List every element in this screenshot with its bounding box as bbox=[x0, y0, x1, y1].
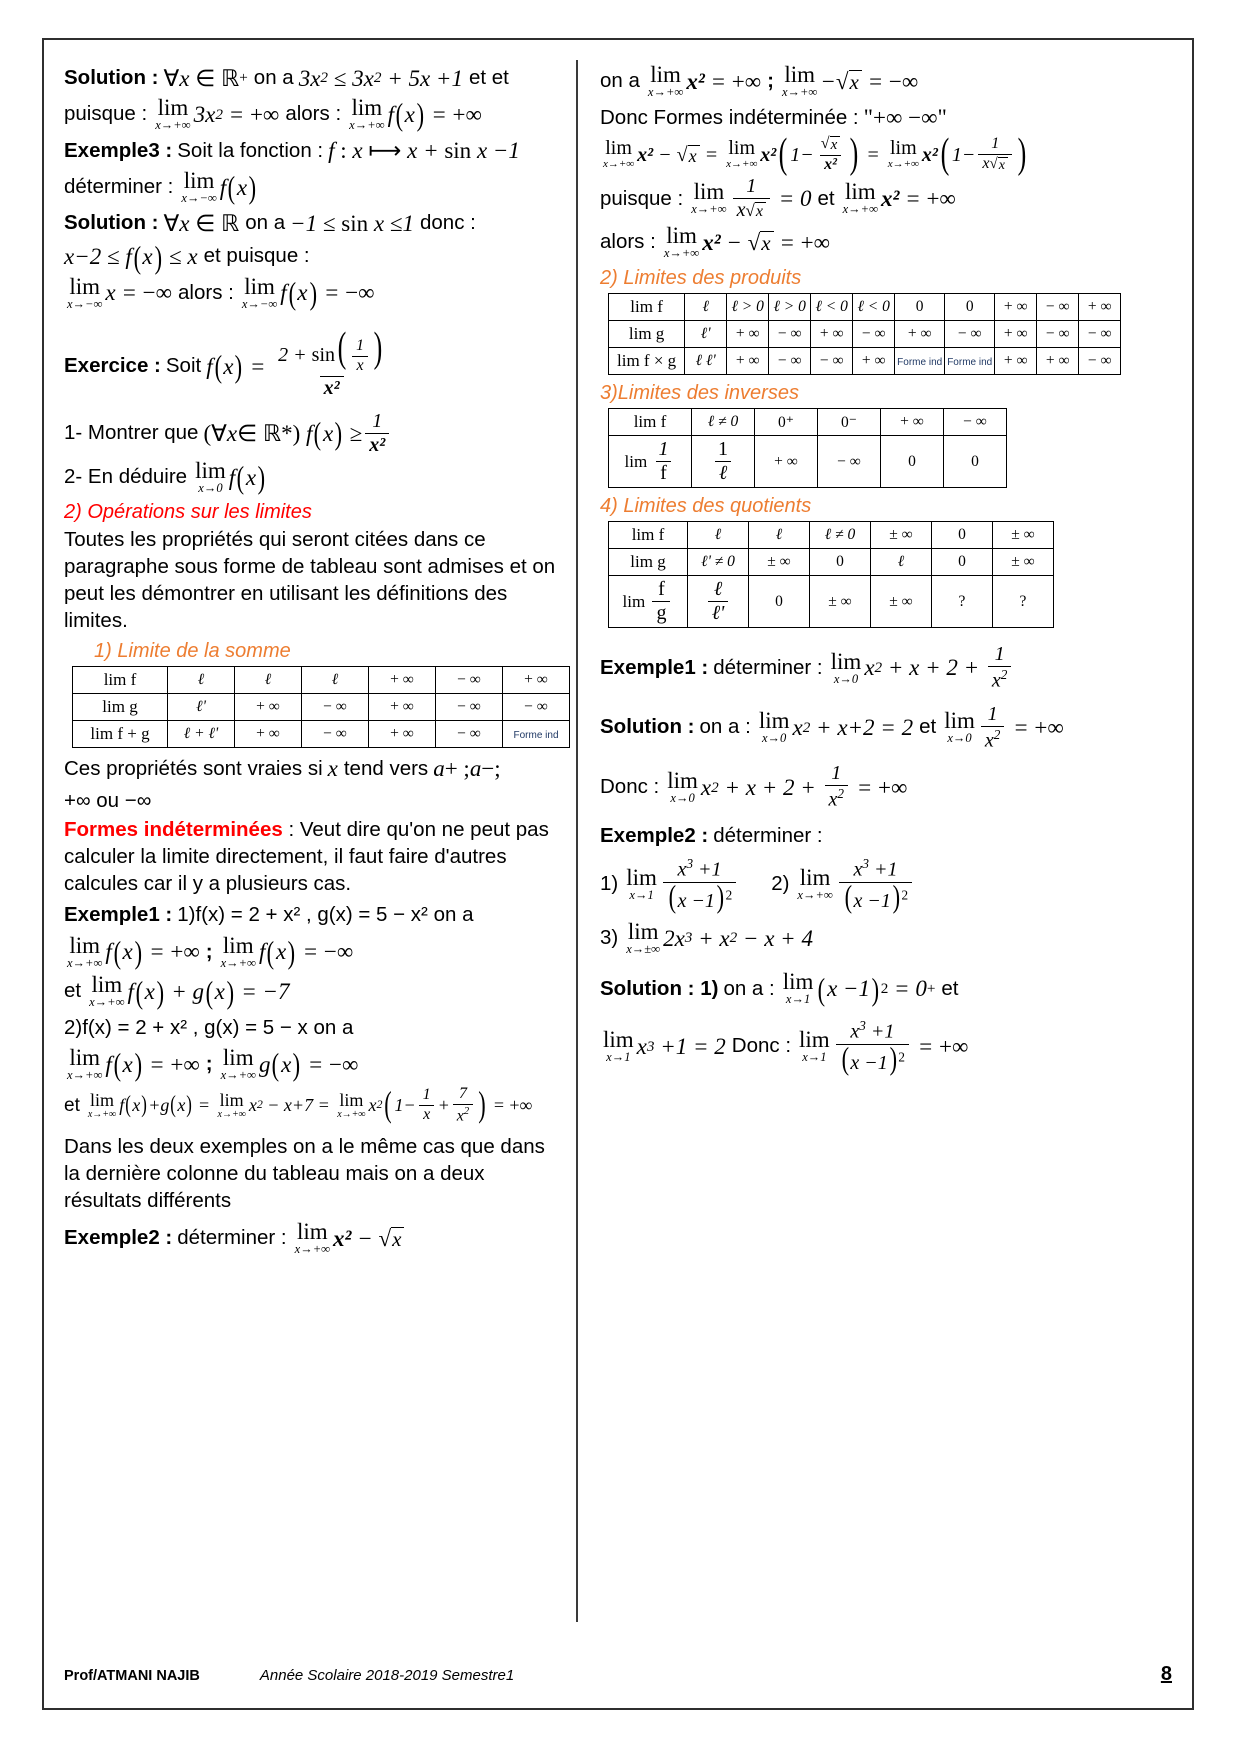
cell: + ∞ bbox=[755, 436, 818, 488]
lim-operator: lim x→−∞ bbox=[67, 273, 103, 311]
alors-label-right: alors : bbox=[600, 230, 656, 254]
cell: ℓ bbox=[685, 294, 727, 321]
q1-label-right: 1) bbox=[600, 872, 619, 896]
cell: − ∞ bbox=[944, 409, 1007, 436]
question-2-line bbox=[64, 459, 562, 496]
cell: ± ∞ bbox=[993, 549, 1054, 576]
cell: ℓ bbox=[688, 522, 749, 549]
ex1-sum-line bbox=[64, 973, 562, 1010]
formula-lim-x-minusinf: lim x→−∞ x = −∞ bbox=[67, 273, 173, 311]
puisque-label: puisque : bbox=[64, 102, 148, 126]
lim-operator: lim x→+∞ bbox=[337, 1089, 366, 1120]
cell: + ∞ bbox=[853, 348, 895, 375]
et-et-text: et et bbox=[468, 65, 509, 89]
lim-operator: lim x→+∞ bbox=[726, 137, 758, 171]
cell: − ∞ bbox=[1079, 348, 1121, 375]
formula-long-factorisation: lim x→+∞ f ( x ) +g ( x ) = lim x→+∞ x 2 − x+7 = lim x→+∞ x 2 ( 1− $\frac{1}{x}$ + $\frac{7}{x^2}$ ) = +∞ bbox=[87, 1084, 533, 1125]
solution2-label-right: Solution : 1) bbox=[600, 976, 719, 1000]
sqrt-icon: √ x bbox=[836, 70, 862, 93]
conclusion-paragraph: Dans les deux exemples on a le même cas que dans la dernière colonne du tableau mais on a deux résultats différents bbox=[64, 1134, 545, 1212]
formula-lim-f-eq-minusinf: lim x→−∞ f ( x ) = −∞ bbox=[241, 273, 375, 311]
cell: + ∞ bbox=[995, 348, 1037, 375]
lim-operator: lim x→1 bbox=[782, 969, 814, 1007]
lim-operator: lim x→+∞ bbox=[797, 864, 833, 902]
exemple1-label: Exemple1 : bbox=[64, 903, 173, 927]
et-label-right: et bbox=[817, 186, 835, 210]
cell: ℓ' bbox=[685, 321, 727, 348]
formula-lim-3x2: lim x→+∞ 3x 2 = +∞ bbox=[155, 95, 280, 132]
lim-operator: lim x→0 bbox=[195, 457, 226, 495]
exemple1-label-right: Exemple1 : bbox=[600, 655, 709, 679]
lim-operator: lim x→0 bbox=[830, 648, 862, 686]
formula-lim-x2-plusinf: lim x→+∞ x² = +∞ bbox=[647, 62, 762, 99]
cell: − ∞ bbox=[945, 321, 995, 348]
table-body bbox=[609, 409, 1007, 488]
operations-paragraph: Toutes les propriétés qui seront citées dans ce paragraphe sous forme de tableau sont admises et on peut les démontrer en utilisant les définitions des limites. bbox=[64, 527, 556, 632]
lim-operator: lim x→+∞ bbox=[663, 223, 700, 261]
cell: + ∞ bbox=[727, 321, 769, 348]
lim-operator: lim x→+∞ bbox=[87, 1089, 117, 1120]
subsection-somme-title: 1) Limite de la somme bbox=[94, 639, 291, 662]
lim-operator: lim x→−∞ bbox=[181, 167, 217, 205]
table-limites-produits bbox=[608, 293, 1121, 375]
section-inverses-title: 3)Limites des inverses bbox=[600, 382, 799, 405]
table-limites-quotients bbox=[608, 521, 1054, 628]
cell: + ∞ bbox=[727, 348, 769, 375]
page-footer bbox=[64, 1663, 1172, 1686]
lim-operator: lim x→+∞ bbox=[647, 62, 684, 99]
ona-text-2: on a bbox=[245, 211, 286, 235]
solution-label-right: Solution : bbox=[600, 715, 695, 739]
table-row bbox=[609, 436, 1007, 488]
cell: 0 bbox=[810, 549, 871, 576]
ona-text-1: on a bbox=[253, 65, 294, 89]
formula-q2-right bbox=[794, 857, 915, 912]
cell: ± ∞ bbox=[993, 522, 1054, 549]
row-header: lim f × g bbox=[609, 348, 685, 375]
cell: + ∞ bbox=[881, 409, 944, 436]
cell: ℓ bbox=[235, 666, 302, 693]
ona-label-right-2: on a : bbox=[723, 976, 775, 1000]
formes-indeterminees-label: Formes indéterminées bbox=[64, 818, 283, 842]
lim-operator: lim x→+∞ bbox=[349, 95, 385, 132]
et-label-2: et bbox=[64, 1094, 80, 1116]
donc-formes-text: Donc Formes indéterminée : bbox=[600, 105, 859, 129]
cell: − ∞ bbox=[1079, 321, 1121, 348]
cell: ± ∞ bbox=[871, 576, 932, 628]
cell: ℓ' ≠ 0 bbox=[688, 549, 749, 576]
formula-lim-f-plusinf: lim x→+∞ f ( x ) = +∞ bbox=[349, 95, 482, 133]
table-body bbox=[609, 294, 1121, 375]
cell: + ∞ bbox=[235, 693, 302, 720]
right-solution1-line bbox=[600, 704, 1160, 752]
row-header: lim f bbox=[609, 522, 688, 549]
exemple3-text: Soit la fonction : bbox=[177, 138, 324, 162]
right-exemple2-line bbox=[600, 821, 1160, 851]
formula-lim-x2-plusinf-2: lim x→+∞ x² = +∞ bbox=[842, 179, 956, 217]
lim-operator: lim x→+∞ bbox=[603, 137, 635, 171]
formula-lim-g-minusinf: lim x→+∞ g ( x ) = −∞ bbox=[220, 1045, 359, 1083]
proprietes-text-d: +∞ ou −∞ bbox=[64, 788, 152, 812]
cell: ℓ < 0 bbox=[811, 294, 853, 321]
lim-operator: lim x→1 bbox=[626, 864, 657, 902]
cell: ℓ < 0 bbox=[853, 294, 895, 321]
cell: ? bbox=[932, 576, 993, 628]
section-produits-title: 2) Limites des produits bbox=[600, 267, 802, 290]
fraction: $\frac{\text{ℓ}}{\text{ℓ'}}$ bbox=[708, 579, 729, 624]
formula-lim-x2-x-2-eq-2: lim x→0 x 2 + x+2 = 2 bbox=[758, 708, 914, 746]
variable-x: x bbox=[327, 756, 338, 782]
et-label-right-2: et bbox=[919, 715, 937, 739]
cell: − ∞ bbox=[818, 436, 881, 488]
table-body bbox=[73, 666, 570, 747]
table-row bbox=[609, 522, 1054, 549]
cell-quotient-ell bbox=[688, 576, 749, 628]
lim-operator: lim x→1 bbox=[603, 1027, 634, 1065]
table-row bbox=[73, 666, 570, 693]
cell: 0 bbox=[881, 436, 944, 488]
table-row bbox=[73, 693, 570, 720]
table-row bbox=[609, 321, 1121, 348]
exemple1-case2-text: 2)f(x) = 2 + x² , g(x) = 5 − x on a bbox=[64, 1015, 354, 1039]
cell: ± ∞ bbox=[749, 549, 810, 576]
row-header: lim g bbox=[609, 549, 688, 576]
lim-operator: lim x→+∞ bbox=[220, 1045, 256, 1082]
table-row bbox=[609, 549, 1054, 576]
determiner-line-1 bbox=[64, 169, 562, 206]
formula-squeeze: x−2 ≤ f ( x ) ≤ x bbox=[64, 238, 198, 275]
determiner-label: déterminer : bbox=[64, 174, 174, 198]
formula-lim-f-eq-minusinf-2: lim x→+∞ f ( x ) = −∞ bbox=[220, 932, 354, 970]
ex1-limits-line: lim x→+∞ f ( x ) = +∞ ; lim x→+∞ f ( x ) = −∞ bbox=[64, 934, 562, 971]
cell: ? bbox=[993, 576, 1054, 628]
fraction: 2 + sin( $\frac{1}{x}$ ) x² bbox=[278, 325, 383, 399]
fraction: $\frac{1}{f}$ bbox=[654, 439, 672, 484]
cell: ℓ > 0 bbox=[769, 294, 811, 321]
cell: 0 bbox=[945, 294, 995, 321]
exercice-line bbox=[64, 325, 562, 399]
cell: + ∞ bbox=[1079, 294, 1121, 321]
row-header: lim g bbox=[609, 321, 685, 348]
formula-ineq-3x2: 3x 2 ≤ 3x 2 + 5x +1 bbox=[298, 65, 463, 91]
q3-label-right: 3) bbox=[600, 925, 619, 949]
exemple1-left-line bbox=[64, 901, 562, 931]
cell-forme-indeterminee: Forme ind bbox=[945, 348, 995, 375]
donc-label-right-2: Donc : bbox=[731, 1034, 792, 1058]
fraction: $\frac{1}{\text{ℓ}}$ bbox=[714, 439, 732, 484]
cell: + ∞ bbox=[1037, 348, 1079, 375]
sqrt-icon: √ x bbox=[677, 145, 700, 165]
lim-operator: lim x→+∞ bbox=[887, 137, 919, 171]
row-header: lim f bbox=[73, 666, 168, 693]
formula-x2-minus-sqrt-factorised: lim x→+∞ x² − √ x = lim x→+∞ x² ( 1− √ x x² ) = lim x→+∞ x² ( 1− 1 x √ x ) bbox=[603, 131, 1027, 178]
cell: 0 bbox=[932, 549, 993, 576]
lim-operator: lim x→−∞ bbox=[241, 273, 278, 311]
cell: ℓ + ℓ' bbox=[168, 720, 235, 747]
lim-operator: lim x→+∞ bbox=[781, 62, 818, 99]
formula-q3-right: lim x→±∞ 2x 3 + x 2 − x + 4 bbox=[626, 918, 813, 956]
table-row bbox=[73, 720, 570, 747]
alors-label-1: alors : bbox=[285, 102, 342, 126]
cell-forme-indeterminee: Forme ind bbox=[503, 720, 570, 747]
right-puisque-line bbox=[600, 176, 1160, 221]
formula-lim-f-minusinf: lim x→−∞ f ( x ) bbox=[181, 167, 257, 206]
table-row bbox=[609, 576, 1054, 628]
formula-donc-result: lim x→0 x 2 + x + 2 + $\frac{1}{x^2}$ = +∞ bbox=[667, 762, 908, 812]
proprietes-vraies-line bbox=[64, 754, 562, 784]
fraction: $\frac{1}{x^2}$ bbox=[981, 704, 1004, 752]
exemple1-case2-line bbox=[64, 1013, 562, 1043]
lim-operator: lim x→+∞ bbox=[691, 179, 727, 217]
formula-lim-minus-sqrtx: lim x→+∞ − √ x = −∞ bbox=[781, 62, 919, 99]
exemple2-left-line bbox=[64, 1220, 562, 1257]
lim-x-minusinf-line bbox=[64, 275, 562, 312]
formula-lim-x3-plus-1-eq-2: lim x→1 x 3 +1 = 2 bbox=[603, 1027, 726, 1065]
table-limites-inverses bbox=[608, 408, 1007, 488]
cell: − ∞ bbox=[302, 720, 369, 747]
formula-lim-f-plus-g-eq-minus7: lim x→+∞ f ( x ) + g ( x ) = −7 bbox=[89, 972, 290, 1010]
question-1-line bbox=[64, 411, 562, 456]
right-solution2-result-line bbox=[600, 1019, 1160, 1074]
document-page bbox=[42, 38, 1194, 1710]
formula-ex1-right: lim x→0 x 2 + x + 2 + $\frac{1}{x^2}$ bbox=[828, 644, 1015, 692]
formula-result-plusinf: lim x→+∞ x² − √ x = +∞ bbox=[663, 223, 831, 261]
lim-operator: lim x→+∞ bbox=[67, 1045, 103, 1082]
cell: − ∞ bbox=[769, 321, 811, 348]
sqrt-icon: √ x bbox=[378, 1227, 404, 1250]
cell: − ∞ bbox=[302, 693, 369, 720]
lim-operator: lim x→+∞ bbox=[842, 179, 878, 217]
exemple3-line bbox=[64, 136, 562, 166]
cell: + ∞ bbox=[895, 321, 945, 348]
alors-label-2: alors : bbox=[178, 280, 234, 304]
formula-lim-f-eq-plusinf: lim x→+∞ f ( x ) = +∞ bbox=[67, 932, 200, 970]
values-a-plus-minus: a + ; a − ; bbox=[433, 756, 501, 782]
right-exemple1-line bbox=[600, 644, 1160, 692]
cell: 0 bbox=[895, 294, 945, 321]
cell: ℓ' bbox=[168, 693, 235, 720]
cell: − ∞ bbox=[436, 720, 503, 747]
table-limite-somme bbox=[72, 666, 570, 748]
cell: ℓ bbox=[168, 666, 235, 693]
right-question3-line bbox=[600, 920, 1160, 957]
cell: 0⁺ bbox=[755, 409, 818, 436]
row-header-lim-quotient: lim $\frac{f}{g}$ bbox=[609, 576, 688, 628]
exemple2-label: Exemple2 : bbox=[64, 1225, 173, 1249]
lim-operator: lim x→+∞ bbox=[67, 932, 103, 970]
lim-operator: lim x→+∞ bbox=[217, 1089, 246, 1120]
row-header: lim f bbox=[609, 294, 685, 321]
formula-fx-definition: f ( x ) = 2 + sin( $\frac{1}{x}$ ) x² bbox=[206, 333, 392, 399]
right-questions-line bbox=[600, 857, 1160, 912]
cell: ℓ ≠ 0 bbox=[692, 409, 755, 436]
footer-school-year: Année Scolaire 2018-2019 Semestre1 bbox=[259, 1667, 515, 1684]
lim-operator: lim x→+∞ bbox=[294, 1218, 331, 1256]
cell: 0 bbox=[749, 576, 810, 628]
fraction: $\frac{1}{\text{x²}}$ bbox=[365, 411, 389, 456]
et-label-right-3: et bbox=[941, 976, 959, 1000]
solution-line-1 bbox=[64, 63, 562, 93]
right-solution2-line bbox=[600, 970, 1160, 1007]
fraction: $\frac{x^3 +1}{(x -1) ^2}$ bbox=[836, 1019, 909, 1074]
lim-operator: lim x→1 bbox=[799, 1027, 830, 1065]
fraction: $\frac{x^3 +1}{(x -1) ^2}$ bbox=[663, 857, 736, 912]
question-2-label: 2- En déduire bbox=[64, 465, 188, 489]
cell: − ∞ bbox=[436, 693, 503, 720]
footer-author: Prof/ATMANI NAJIB bbox=[64, 1668, 200, 1684]
row-header: lim g bbox=[73, 693, 168, 720]
cell: ± ∞ bbox=[871, 522, 932, 549]
formula-f-mapsto: f : x ⟼ x + sin x −1 bbox=[328, 138, 520, 164]
lim-operator: lim x→0 bbox=[944, 708, 975, 746]
cell: − ∞ bbox=[811, 348, 853, 375]
cell: 0 bbox=[944, 436, 1007, 488]
question-1-label: 1- Montrer que bbox=[64, 421, 199, 445]
row-header: lim f bbox=[609, 409, 692, 436]
cell: ℓ bbox=[749, 522, 810, 549]
cell: + ∞ bbox=[995, 294, 1037, 321]
right-alors-line bbox=[600, 224, 1160, 261]
squeeze-line bbox=[64, 238, 562, 275]
cell: ℓ > 0 bbox=[727, 294, 769, 321]
ex1-long-calculation-line bbox=[64, 1086, 562, 1125]
cell: 0⁻ bbox=[818, 409, 881, 436]
cell: + ∞ bbox=[369, 720, 436, 747]
cell: 0 bbox=[932, 522, 993, 549]
section-operations-title: 2) Opérations sur les limites bbox=[64, 500, 312, 523]
cell: + ∞ bbox=[503, 666, 570, 693]
solution-label: Solution : bbox=[64, 65, 159, 89]
cell: − ∞ bbox=[853, 321, 895, 348]
exemple3-label: Exemple3 : bbox=[64, 138, 173, 162]
formula-q1-right bbox=[623, 857, 739, 912]
puisque-line-1 bbox=[64, 96, 562, 133]
cell: ℓ bbox=[302, 666, 369, 693]
right-column bbox=[578, 60, 1160, 1622]
cell: + ∞ bbox=[235, 720, 302, 747]
formes-indeterminees-text: : Veut dire qu'on ne peut pas calculer la limite directement, il faut faire d'autres calcules car il y a plusieurs cas. bbox=[64, 818, 549, 896]
lim-operator: lim x→±∞ bbox=[626, 918, 661, 956]
formula-lim-x2-minus-sqrtx: lim x→+∞ x² − √ x bbox=[292, 1220, 405, 1257]
sqrt-icon: √ x bbox=[748, 231, 774, 254]
row-header: lim f + g bbox=[73, 720, 168, 747]
cell: − ∞ bbox=[769, 348, 811, 375]
fraction: $\frac{f}{g}$ bbox=[652, 579, 670, 624]
solution-label-2: Solution : bbox=[64, 211, 159, 235]
fraction: 1 x √ x bbox=[733, 176, 770, 221]
determiner-label-right: déterminer : bbox=[713, 655, 823, 679]
forme-value: "+∞ −∞" bbox=[863, 105, 947, 131]
solution-line-2 bbox=[64, 209, 562, 239]
table-row bbox=[609, 348, 1121, 375]
ona-label: on a bbox=[600, 69, 640, 93]
table-row bbox=[609, 409, 1007, 436]
q2-label-right: 2) bbox=[771, 872, 790, 896]
formula-lim-1-over-x2: lim x→0 $\frac{1}{x^2}$ = +∞ bbox=[944, 702, 1064, 752]
forme-indeterminee-line bbox=[600, 103, 1160, 133]
et-puisque-label: et puisque : bbox=[203, 244, 310, 268]
formula-lim-x-minus-1-squared: lim x→1 ( x −1 ) 2 = 0 + bbox=[782, 969, 936, 1007]
formula-sin-bounds: −1 ≤ sin x ≤1 bbox=[290, 211, 414, 236]
right-donc-line bbox=[600, 763, 1160, 811]
cell: − ∞ bbox=[1037, 294, 1079, 321]
lim-operator: lim x→0 bbox=[758, 708, 790, 746]
table-body bbox=[609, 522, 1054, 628]
ex1-case2-limits-line: lim x→+∞ f ( x ) = +∞ ; lim x→+∞ g ( x ) = −∞ bbox=[64, 1046, 562, 1083]
lim-operator: lim x→+∞ bbox=[155, 95, 191, 132]
cell: + ∞ bbox=[369, 666, 436, 693]
section-quotients-title: 4) Limites des quotients bbox=[600, 495, 812, 518]
cell: ℓ bbox=[871, 549, 932, 576]
cell: ℓ ≠ 0 bbox=[810, 522, 871, 549]
formula-q1: (∀ x ∈ ℝ*) f ( x ) ≥ $\frac{1}{\text{x²}}$ bbox=[203, 411, 392, 456]
formula-forall-rplus: ∀ x ∈ ℝ + bbox=[163, 65, 248, 91]
cell: + ∞ bbox=[995, 321, 1037, 348]
formula-forall-r: ∀ x ∈ ℝ bbox=[163, 211, 240, 236]
cell: + ∞ bbox=[811, 321, 853, 348]
lim-operator: lim x→+∞ bbox=[220, 932, 256, 970]
fraction: $\frac{x^3 +1}{(x -1) ^2}$ bbox=[839, 857, 912, 912]
exemple2-label-right: Exemple2 : bbox=[600, 823, 709, 847]
proprietes-text-b: tend vers bbox=[343, 756, 429, 780]
cell-inverse-ell bbox=[692, 436, 755, 488]
cell: − ∞ bbox=[436, 666, 503, 693]
exemple1-case1-text: 1)f(x) = 2 + x² , g(x) = 5 − x² on a bbox=[177, 903, 474, 927]
cell: ℓ ℓ' bbox=[685, 348, 727, 375]
row-header-lim-inverse: lim $\frac{1}{f}$ bbox=[609, 436, 692, 488]
exercice-text: Soit bbox=[165, 353, 202, 377]
formes-indeterminees-paragraph bbox=[64, 816, 562, 897]
right-factorisation-line bbox=[600, 131, 1160, 178]
exemple2-text: déterminer : bbox=[177, 1225, 287, 1249]
lim-operator: lim x→+∞ bbox=[89, 972, 125, 1010]
cell-forme-indeterminee: Forme ind bbox=[895, 348, 945, 375]
ona-label-right: on a : bbox=[699, 715, 751, 739]
formula-q2: lim x→0 f ( x ) bbox=[195, 457, 266, 496]
left-column bbox=[64, 60, 576, 1622]
cell: ± ∞ bbox=[810, 576, 871, 628]
cell: + ∞ bbox=[369, 693, 436, 720]
formula-final-quotient: lim x→1 $\frac{x^3 +1}{(x -1) ^2}$ = +∞ bbox=[799, 1018, 969, 1076]
donc-label-right: Donc : bbox=[600, 774, 660, 798]
puisque-label-right: puisque : bbox=[600, 186, 684, 210]
determiner-label-right-2: déterminer : bbox=[713, 823, 823, 847]
page-content bbox=[64, 60, 1172, 1622]
formula-lim-inverse-xsqrtx: lim x→+∞ 1 x √ x = 0 bbox=[691, 175, 812, 222]
cell: − ∞ bbox=[503, 693, 570, 720]
right-ona-line: on a lim x→+∞ x² = +∞ ; lim x→+∞ − √ x = −∞ bbox=[600, 62, 919, 99]
cell: − ∞ bbox=[1037, 321, 1079, 348]
page-number: 8 bbox=[1160, 1663, 1172, 1685]
exercice-label: Exercice : bbox=[64, 353, 161, 377]
fraction: $\frac{1}{x^2}$ bbox=[988, 644, 1011, 692]
table-row bbox=[609, 294, 1121, 321]
lim-operator: lim x→0 bbox=[667, 767, 698, 805]
donc-label: donc : bbox=[419, 211, 476, 235]
et-label-1: et bbox=[64, 979, 82, 1003]
formula-lim-f-plusinf-2: lim x→+∞ f ( x ) = +∞ bbox=[67, 1045, 200, 1083]
fraction: $\frac{1}{x^2}$ bbox=[825, 763, 848, 811]
proprietes-text-a: Ces propriétés sont vraies si bbox=[64, 756, 323, 780]
